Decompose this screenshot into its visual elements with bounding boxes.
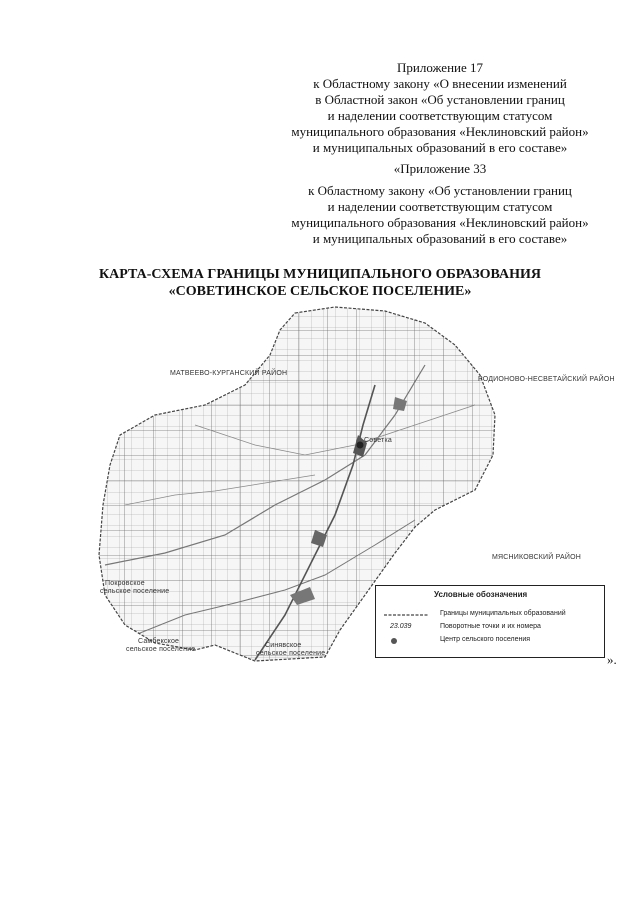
map-title-line-2: «СОВЕТИНСКОЕ СЕЛЬСКОЕ ПОСЕЛЕНИЕ» (168, 284, 472, 299)
neighbor-label-sinyavskoe: Синявское (265, 642, 302, 649)
neighbor-label-rodionovo-nesvetay: РОДИОНОВО-НЕСВЕТАЙСКИЙ РАЙОН (478, 376, 615, 383)
appendix-17-line: и наделении соответствующим статусом (327, 108, 553, 123)
appendix-17-block (280, 60, 600, 156)
legend-label: Границы муниципальных образований (440, 610, 566, 617)
map-title-line-1: КАРТА-СХЕМА ГРАНИЦЫ МУНИЦИПАЛЬНОГО ОБРАЗОВАНИЯ (99, 267, 541, 282)
neighbor-label-matveevo-kurgan: МАТВЕЕВО-КУРГАНСКИЙ РАЙОН (170, 370, 288, 377)
settlement-center-marker (357, 442, 364, 449)
settlement-label-sovetka: Советка (364, 437, 392, 444)
map-legend (375, 585, 605, 658)
appendix-33-block (280, 161, 600, 247)
neighbor-label-sinyavskoe-2: сельское поселение (256, 650, 326, 657)
appendix-33-line: и муниципальных образований в его составе» (312, 231, 568, 246)
legend-label: Центр сельского поселения (440, 636, 531, 643)
turning-point-code: 23.039 (390, 623, 412, 630)
neighbor-label-sambekskoe-2: сельское поселение (126, 646, 196, 653)
neighbor-label-sambekskoe: Самбекское (138, 638, 180, 645)
legend-label: Поворотные точки и их номера (440, 623, 541, 630)
settlement-center-icon (382, 636, 432, 646)
appendix-17-line: к Областному закону «О внесении изменений (313, 76, 567, 91)
closing-quote-mark: ». (607, 652, 617, 667)
appendix-33-line: муниципального образования «Неклиновский район» (291, 215, 589, 230)
legend-title: Условные обозначения (434, 590, 528, 599)
appendix-17-line: и муниципальных образований в его составе» (312, 140, 568, 155)
appendix-17-heading: Приложение 17 (396, 60, 484, 75)
boundary-line-icon (382, 610, 432, 620)
neighbor-label-myasnikovsky: МЯСНИКОВСКИЙ РАЙОН (492, 554, 582, 561)
appendix-17-line: муниципального образования «Неклиновский район» (291, 124, 589, 139)
appendix-17-line: в Областной закон «Об установлении границ (315, 92, 565, 107)
appendix-33-heading: «Приложение 33 (393, 161, 487, 176)
appendix-33-line: к Областному закону «Об установлении границ (308, 183, 572, 198)
appendix-33-line: и наделении соответствующим статусом (327, 199, 553, 214)
neighbor-label-pokrovskoe-2: сельское поселение (100, 588, 170, 595)
neighbor-label-pokrovskoe: Покровское (105, 580, 145, 587)
